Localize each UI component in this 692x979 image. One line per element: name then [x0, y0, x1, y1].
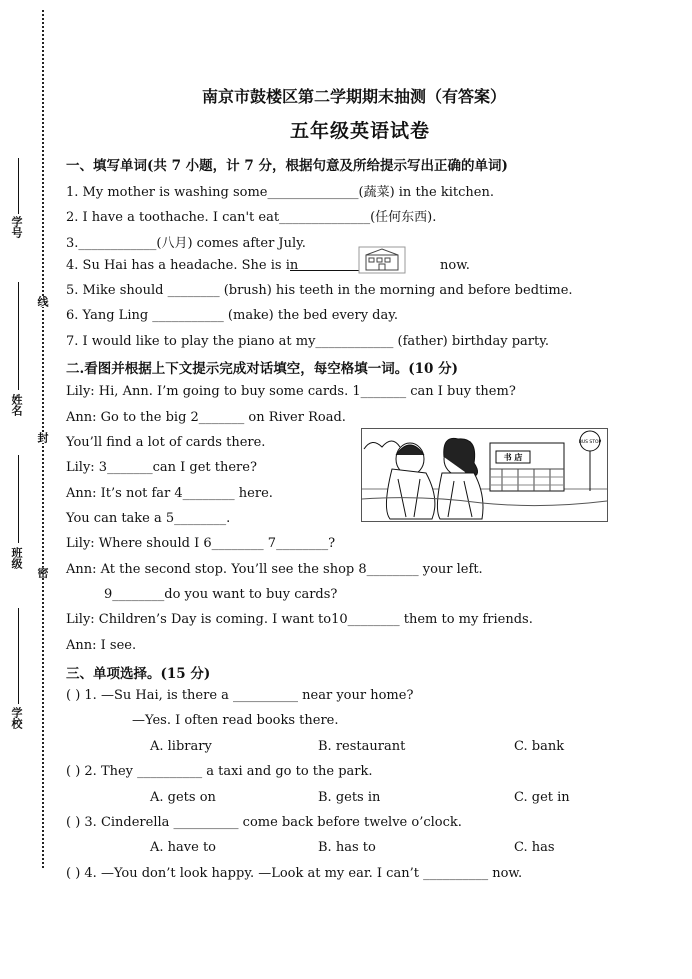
section2-heading: 二.看图并根据上下文提示完成对话填空，每空格填一词。(10 分) — [66, 361, 458, 377]
seal-char-seal: 封 — [36, 432, 49, 443]
s2-line-6: You can take a 5________. — [66, 511, 231, 526]
s2-line-1: Lily: Hi, Ann. I’m going to buy some cards. 1_______ can I buy them? — [66, 384, 516, 399]
q4-stem: ( ) 4. —You don’t look happy. —Look at my ear. I can’t __________ now. — [66, 866, 523, 881]
q2-stem: ( ) 2. They __________ a taxi and go to the park. — [66, 764, 373, 779]
s2-line-10: Lily: Children’s Day is coming. I want to10________ them to my friends. — [66, 612, 533, 627]
bus-stop-sign: BUS STOP — [578, 440, 602, 445]
line-name — [18, 282, 19, 390]
s1-item-7: 7. I would like to play the piano at my____________ (father) birthday party. — [66, 334, 549, 349]
shop-sign: 书 店 — [503, 453, 523, 462]
label-name: 姓名 — [10, 394, 23, 416]
section3-heading: 三、单项选择。(15 分) — [66, 666, 211, 682]
s1-item-5: 5. Mike should ________ (brush) his teeth in the morning and before bedtime. — [66, 283, 573, 298]
q2-option-a: A. gets on — [150, 790, 216, 805]
s1-item-3: 3.____________(八月) comes after July. — [66, 236, 306, 251]
seal-char-line: 线 — [36, 296, 49, 307]
q1-stem: ( ) 1. —Su Hai, is there a __________ near your home? — [66, 688, 414, 703]
label-student-id: 学号 — [10, 216, 23, 238]
s2-line-2: Ann: Go to the big 2_______ on River Road. — [66, 410, 346, 425]
page-subtitle: 五年级英语试卷 — [290, 120, 431, 142]
s1-item-4-tail: now. — [440, 258, 470, 273]
s2-line-5: Ann: It’s not far 4________ here. — [66, 486, 273, 501]
q2-option-b: B. gets in — [318, 790, 381, 805]
section1-heading: 一、填写单词(共 7 小题，计 7 分，根据句意及所给提示写出正确的单词) — [66, 158, 508, 174]
q1-stem2: —Yes. I often read books there. — [132, 713, 339, 728]
s1-item-4: 4. Su Hai has a headache. She is in — [66, 258, 299, 273]
s2-line-9: 9________do you want to buy cards? — [104, 587, 338, 602]
dialogue-picture — [361, 428, 608, 522]
s2-line-8: Ann: At the second stop. You’ll see the shop 8________ your left. — [66, 562, 483, 577]
q2-option-c: C. get in — [514, 790, 570, 805]
s2-line-3: You’ll find a lot of cards there. — [66, 435, 266, 450]
s2-line-7: Lily: Where should I 6________ 7________? — [66, 536, 336, 551]
q3-option-a: A. have to — [150, 840, 216, 855]
q1-option-c: C. bank — [514, 739, 565, 754]
s2-line-11: Ann: I see. — [66, 638, 137, 653]
s1-item-4-blank — [290, 270, 360, 271]
q3-option-c: C. has — [514, 840, 555, 855]
q1-option-b: B. restaurant — [318, 739, 406, 754]
label-school: 学校 — [10, 707, 23, 729]
s2-line-4: Lily: 3_______can I get there? — [66, 460, 257, 475]
page-title: 南京市鼓楼区第二学期期末抽测（有答案） — [202, 87, 507, 106]
q3-stem: ( ) 3. Cinderella __________ come back before twelve o’clock. — [66, 815, 462, 830]
line-school — [18, 608, 19, 704]
seal-char-secret: 密 — [36, 567, 49, 578]
line-class — [18, 455, 19, 543]
hospital-building-icon — [358, 246, 406, 274]
s1-item-1: 1. My mother is washing some______________(蔬菜) in the kitchen. — [66, 185, 494, 200]
line-student-id — [18, 158, 19, 214]
q1-option-a: A. library — [150, 739, 212, 754]
label-class: 班级 — [10, 547, 23, 569]
s1-item-2: 2. I have a toothache. I can't eat______________(任何东西). — [66, 210, 437, 225]
s1-item-6: 6. Yang Ling ___________ (make) the bed every day. — [66, 308, 398, 323]
q3-option-b: B. has to — [318, 840, 376, 855]
